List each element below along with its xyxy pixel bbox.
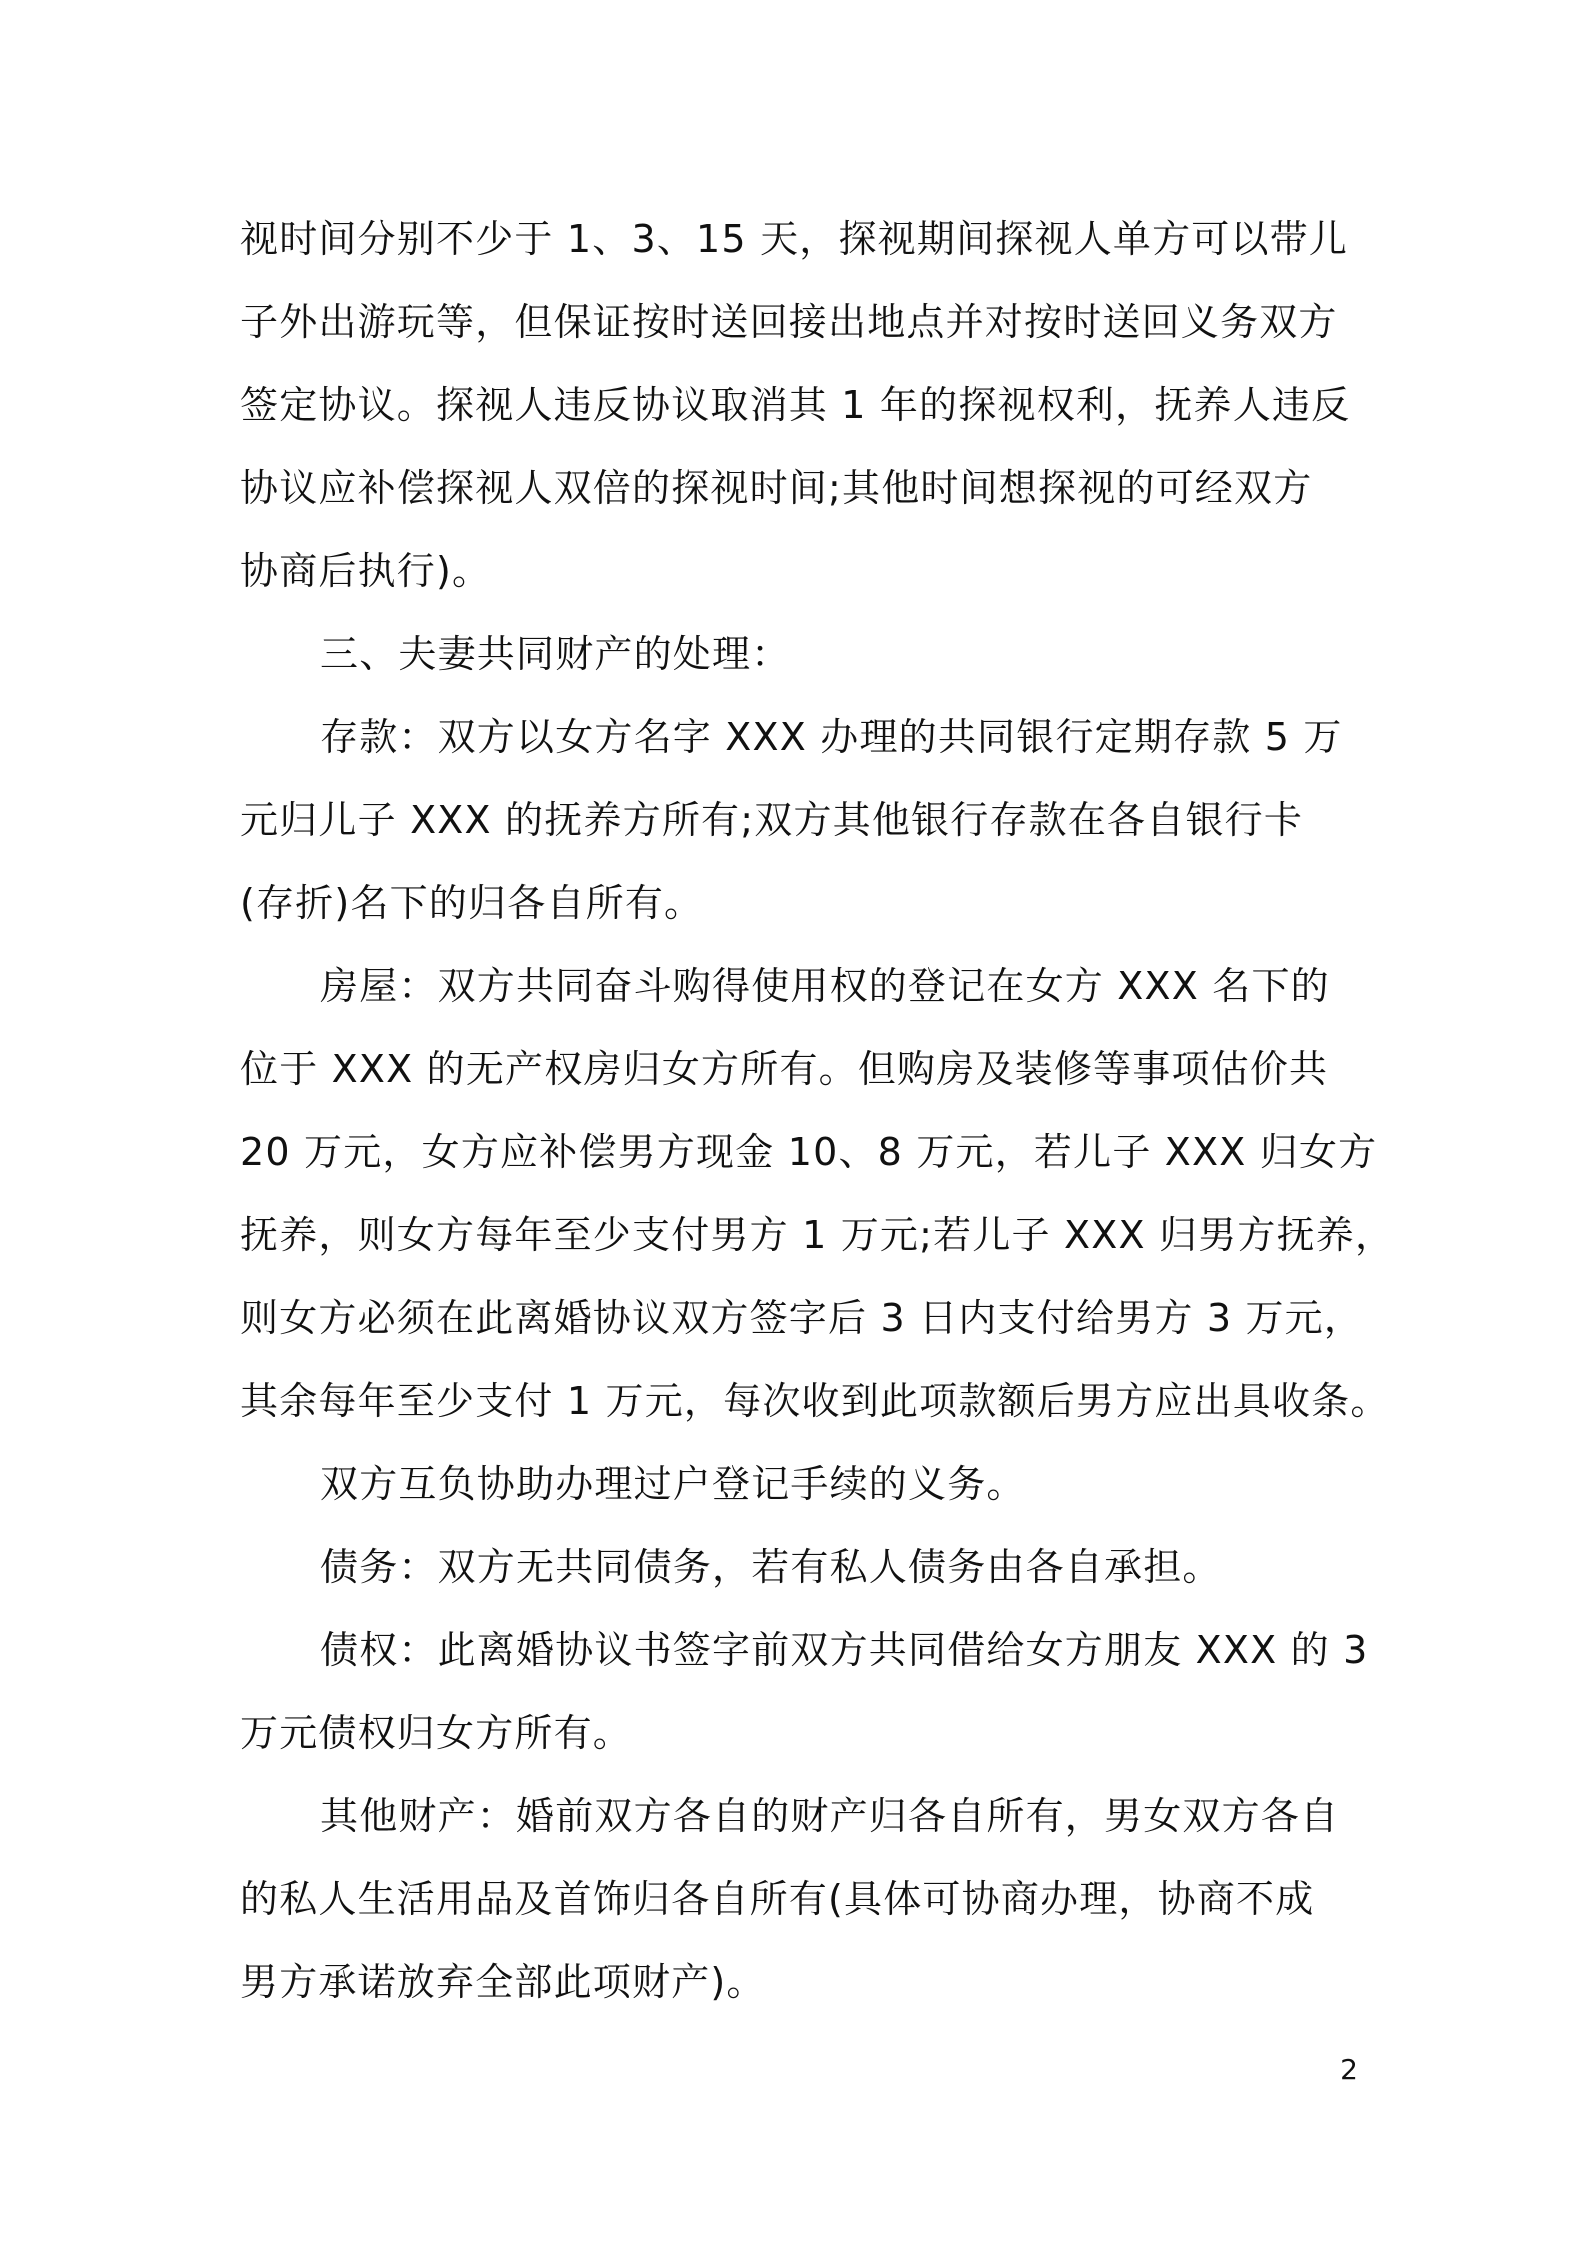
text-line: (存折)名下的归各自所有。: [240, 881, 704, 925]
text-line: 签定协议。探视人违反协议取消其 1 年的探视权利，抚养人违反: [240, 383, 1351, 427]
text-line: 则女方必须在此离婚协议双方签字后 3 日内支付给男方 3 万元，: [240, 1296, 1364, 1340]
paragraph-other-property-line: 其他财产：婚前双方各自的财产归各自所有，男女双方各自: [320, 1794, 1340, 1838]
paragraph-house-line: 房屋：双方共同奋斗购得使用权的登记在女方 XXX 名下的: [320, 964, 1330, 1008]
document-body: [240, 198, 1395, 2024]
paragraph-debt-line: 债务：双方无共同债务，若有私人债务由各自承担。: [320, 1545, 1222, 1589]
text-line: 元归儿子 XXX 的抚养方所有;双方其他银行存款在各自银行卡: [240, 798, 1304, 842]
text-line: 抚养，则女方每年至少支付男方 1 万元;若儿子 XXX 归男方抚养，: [240, 1213, 1395, 1257]
paragraph-credit-line: 债权：此离婚协议书签字前双方共同借给女方朋友 XXX 的 3: [320, 1628, 1369, 1672]
text-line: 协商后执行)。: [240, 549, 492, 593]
text-line: 男方承诺放弃全部此项财产)。: [240, 1960, 766, 2004]
text-line: 其余每年至少支付 1 万元，每次收到此项款额后男方应出具收条。: [240, 1379, 1390, 1423]
text-line: 的私人生活用品及首饰归各自所有(具体可协商办理，协商不成: [240, 1877, 1315, 1921]
paragraph-transfer-line: 双方互负协助办理过户登记手续的义务。: [320, 1462, 1026, 1506]
text-line: 20 万元，女方应补偿男方现金 10、8 万元，若儿子 XXX 归女方: [240, 1130, 1378, 1174]
text-line: 子外出游玩等，但保证按时送回接出地点并对按时送回义务双方: [240, 300, 1338, 344]
text-line: 位于 XXX 的无产权房归女方所有。但购房及装修等事项估价共: [240, 1047, 1329, 1091]
text-line: 协议应补偿探视人双倍的探视时间;其他时间想探视的可经双方: [240, 466, 1313, 510]
page-number: 2: [1340, 2053, 1358, 2086]
section-heading: 三、夫妻共同财产的处理：: [320, 632, 791, 676]
paragraph-deposit-line: 存款：双方以女方名字 XXX 办理的共同银行定期存款 5 万: [320, 715, 1343, 759]
text-line: 万元债权归女方所有。: [240, 1711, 633, 1755]
text-line: 视时间分别不少于 1、3、15 天，探视期间探视人单方可以带儿: [240, 217, 1349, 261]
